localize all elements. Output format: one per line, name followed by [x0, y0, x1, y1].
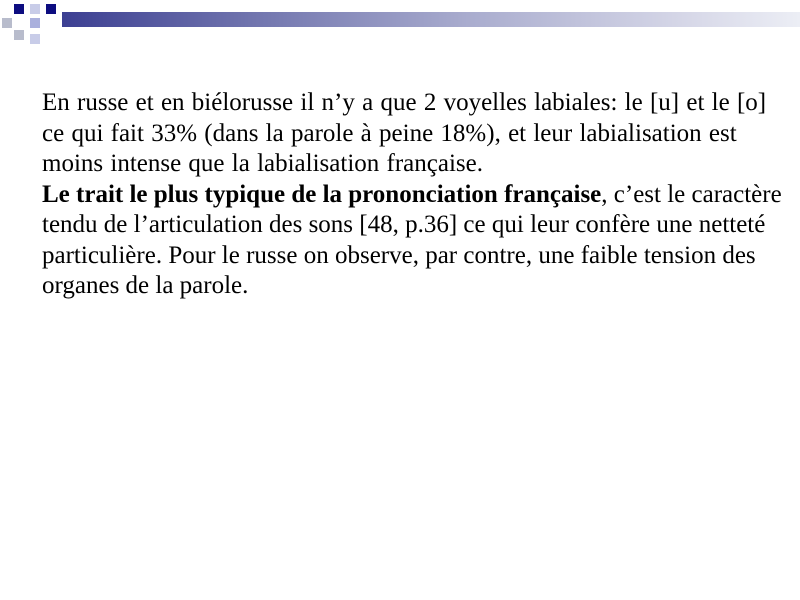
- header-gradient-bar: [62, 12, 800, 27]
- decor-square-gray: [2, 18, 12, 28]
- paragraph-pronunciation-trait: [42, 180, 782, 302]
- decor-square-gray: [14, 30, 24, 40]
- paragraph-labial-vowels: En russe et en biélorusse il n’y a que 2 voyelles labiales: le [u] et le [o] ce qui fait 33% (dans la parole à peine 18%), et leur labialisation est moins intense que la labialisation française.: [42, 89, 767, 177]
- decor-square-lavender: [30, 18, 40, 28]
- paragraph-emphasis: Le trait le plus typique de la prononciation française: [42, 180, 602, 208]
- decor-square-navy: [46, 4, 56, 14]
- decor-square-lavender: [30, 4, 40, 14]
- paragraph-continuation: , c’est le caractère tendu de l’articulation des sons [48, p.36] ce qui leur confère une netteté particulière. Pour le russe on observe, par contre, une faible tension des organes de la parole.: [42, 180, 782, 299]
- slide-body: [42, 88, 782, 302]
- decor-square-navy: [14, 4, 24, 14]
- decor-square-lavender: [30, 34, 40, 44]
- header-decoration: [0, 0, 800, 60]
